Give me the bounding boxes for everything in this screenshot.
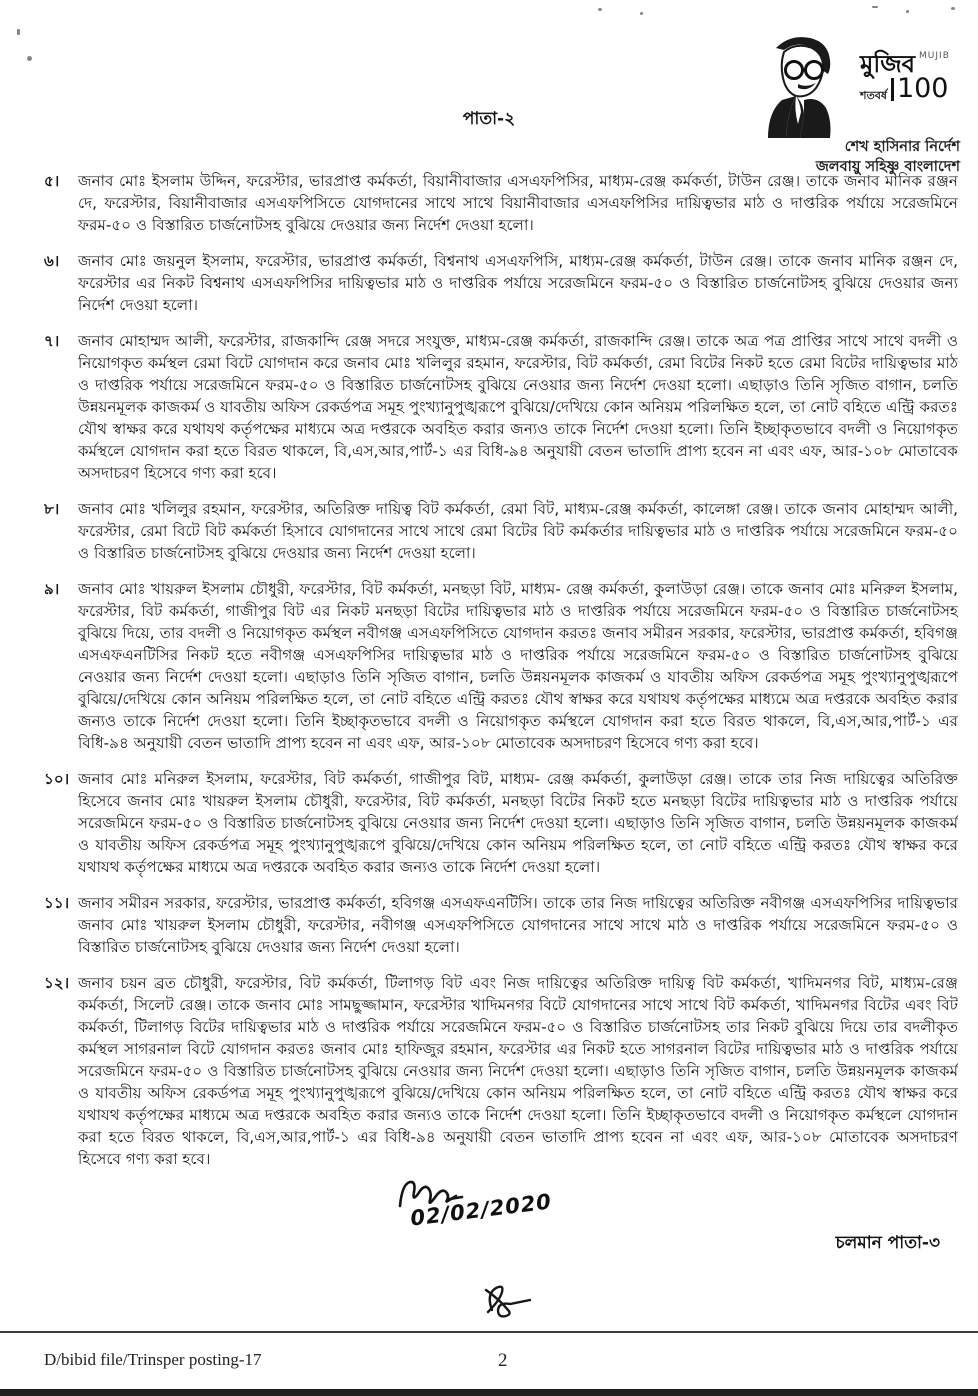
footer-file-reference: D/bibid file/Trinsper posting-17 [44, 1350, 262, 1369]
item-text: জনাব মোঃ ইসলাম উদ্দিন, ফরেস্টার, ভারপ্রাপ্ত কর্মকর্তা, বিয়ানীবাজার এসএফপিসির, মাধ্যম-রেঞ্জ কর্মকর্তা, টাউন রেঞ্জ। তাকে জনাব মানিক রঞ্জন দে, ফরেস্টার, বিয়ানীবাজার এসএফপিসিতে যোগদানের সাথে সাথে বিয়ানীবাজার এসএফপিসির দায়িত্বভার মাঠ ও দাপ্তরিক পর্যায়ে সরেজমিনে ফরম-৫০ ও বিস্তারিত চার্জনোটসহ বুঝিয়ে দেওয়ার জন্য নির্দেশ দেওয়া হলো। [78, 172, 958, 234]
item-text: জনাব চয়ন ব্রত চৌধুরী, ফরেস্টার, বিট কর্মকর্তা, টিলাগড় বিট এবং নিজ দায়িত্বের অতিরিক্ত দায়িত্ব বিট কর্মকর্তা, খাদিমনগর বিট, মাধ্যম-রেঞ্জ কর্মকর্তা, সিলেট রেঞ্জ। তাকে জনাব মোঃ সামছুজ্জামান, ফরেস্টার খাদিমনগর বিটে যোগদানের সাথে সাথে বিট কর্মকর্তা, খাদিমনগর বিটের এবং বিট কর্মকর্তা, টিলাগড় বিটের দায়িত্বভার মাঠ ও দাপ্তরিক পর্যায়ে সরেজমিনে ফরম-৫০ ও বিস্তারিত চার্জনোটসহ তার নিকট বুঝিয়ে দিয়ে তার বদলীকৃত কর্মস্থল সাগরনাল বিটে যোগদান করতঃ জনাব মোঃ হাফিজুর রহমান, ফরেস্টার এর নিকট হতে সাগরনাল বিটের দায়িত্বভার মাঠ ও দাপ্তরিক পর্যায়ে সরেজমিনে ফরম-৫০ ও বিস্তারিত চার্জনোটসহ বুঝিয়ে নেওয়ার জন্য নির্দেশ দেওয়া হলো। এছাড়াও তিনি সৃজিত বাগান, চলতি উন্নয়নমূলক কাজকর্ম ও যাবতীয় অফিস রেকর্ডপত্র সমূহ পুংখ্যানুপুঙ্খরূপে বুঝিয়ে/দেখিয়ে কোন অনিয়ম পরিলক্ষিত হলে, তা নোট বহিতে এন্ট্রি করতঃ যৌথ স্বাক্ষর করে যথাযথ কর্তৃপক্ষের মাধ্যমে অত্র দপ্তরকে অবহিত করার জন্যও তাকে নির্দেশ দেওয়া হলো। তিনি ইচ্ছাকৃতভাবে বদলী ও নিয়োগকৃত কর্মস্থলে যোগদান করা হতে বিরত থাকলে, বি,এস,আর,পার্ট-১ এর বিধি-৯৪ অনুযায়ী বেতন ভাতাদি প্রাপ্য হবেন না এবং এফ, আর-১০৮ মোতাবেক অসদাচরণ হিসেবে গণ্য করা হবে। [78, 974, 958, 1168]
order-item [44, 330, 958, 484]
item-text: জনাব মোঃ জয়নুল ইসলাম, ফরেস্টার, ভারপ্রাপ্ত কর্মকর্তা, বিশ্বনাথ এসএফপিসি, মাধ্যম-রেঞ্জ কর্মকর্তা, টাউন রেঞ্জ। তাকে জনাব মানিক রঞ্জন দে, ফরেস্টার এর নিকট বিশ্বনাথ এসএফপিসির দায়িত্বভার মাঠ ও দাপ্তরিক পর্যায়ে সরেজমিনে ফরম-৫০ ও বিস্তারিত চার্জনোটসহ বুঝিয়ে দেওয়ার জন্য নির্দেশ দেওয়া হলো। [78, 252, 958, 314]
order-item [44, 768, 958, 878]
order-item [44, 892, 958, 958]
tagline-line-2: জলবায়ু সহিষ্ণু বাংলাদেশ [815, 158, 960, 175]
scan-speck [906, 10, 909, 13]
order-items-list [44, 170, 958, 1178]
item-number: ১১। [44, 894, 70, 912]
initial-mark-icon [478, 1280, 536, 1322]
logo-brand-bn: মুজিব [860, 50, 916, 78]
item-number: ৫। [44, 172, 60, 190]
order-item [44, 170, 958, 236]
signature-block [392, 1172, 612, 1247]
item-number: ১২। [44, 974, 70, 992]
item-text: জনাব মোহাম্মদ আলী, ফরেস্টার, রাজকান্দি রেঞ্জ সদরে সংযুক্ত, মাধ্যম-রেঞ্জ কর্মকর্তা, রাজকান্দি রেঞ্জ। তাকে অত্র পত্র প্রাপ্তির সাথে সাথে বদলী ও নিয়োগকৃত কর্মস্থল রেমা বিটে যোগদান করে জনাব মোঃ খলিলুর রহমান, ফরেস্টার, বিট কর্মকর্তা, রেমা বিটের নিকট হতে রেমা বিটের দায়িত্বভার মাঠ ও দাপ্তরিক পর্যায়ে সরেজমিনে ফরম-৫০ ও বিস্তারিত চার্জনোটসহ বুঝিয়ে নেওয়ার জন্য নির্দেশ দেওয়া হলো। এছাড়াও তিনি সৃজিত বাগান, চলতি উন্নয়নমূলক কাজকর্ম ও যাবতীয় অফিস রেকর্ডপত্র সমূহ পুংখ্যানুপুঙ্খরূপে বুঝিয়ে/দেখিয়ে কোন অনিয়ম পরিলক্ষিত হলে, তা নোট বহিতে এন্ট্রি করতঃ যৌথ স্বাক্ষর করে যথাযথ কর্তৃপক্ষের মাধ্যমে অত্র দপ্তরকে অবহিত করার জন্যও তাকে নির্দেশ দেওয়া হলো। তিনি ইচ্ছাকৃতভাবে বদলী ও নিয়োগকৃত কর্মস্থলে যোগদান করা হতে বিরত থাকলে, বি,এস,আর,পার্ট-১ এর বিধি-৯৪ অনুযায়ী বেতন ভাতাদি প্রাপ্য হবেন না এবং এফ, আর-১০৮ মোতাবেক অসদাচরণ হিসেবে গণ্য করা হবে। [78, 332, 958, 482]
scan-bottom-edge [0, 1389, 978, 1396]
logo-number-100: 100 [891, 78, 949, 101]
continuation-label: চলমান পাতা-৩ [835, 1233, 940, 1253]
item-number: ৭। [44, 332, 60, 350]
order-item [44, 250, 958, 316]
scan-speck [17, 29, 20, 35]
scan-speck [951, 7, 955, 10]
order-item [44, 578, 958, 754]
footer-divider [0, 1331, 978, 1333]
order-item [44, 498, 958, 564]
item-text: জনাব মোঃ খায়রুল ইসলাম চৌধুরী, ফরেস্টার, বিট কর্মকর্তা, মনছড়া বিট, মাধ্যম- রেঞ্জ কর্মকর্তা, কুলাউড়া রেঞ্জ। তাকে জনাব মোঃ মনিরুল ইসলাম, ফরেস্টার, বিট কর্মকর্তা, গাজীপুর বিট এর নিকট মনছড়া বিটের দায়িত্বভার মাঠ ও দাপ্তরিক পর্যায়ে সরেজমিনে ফরম-৫০ ও বিস্তারিত চার্জনোটসহ বুঝিয়ে দিয়ে, তার বদলী ও নিয়োগকৃত কর্মস্থল নবীগঞ্জ এসএফপিসিতে যোগদান করতঃ জনাব সমীরন সরকার, ফরেস্টার, ভারপ্রাপ্ত কর্মকর্তা, হবিগঞ্জ এসএফএনটিসির নিকট হতে নবীগঞ্জ এসএফপিসির দায়িত্বভার মাঠ ও দাপ্তরিক পর্যায়ে সরেজমিনে ফরম-৫০ ও বিস্তারিত চার্জনোটসহ বুঝিয়ে নেওয়ার জন্য নির্দেশ দেওয়া হলো। এছাড়াও তিনি সৃজিত বাগান, চলতি উন্নয়নমূলক কাজকর্ম ও যাবতীয় অফিস রেকর্ডপত্র সমূহ পুংখ্যানুপুঙ্খরূপে বুঝিয়ে/দেখিয়ে কোন অনিয়ম পরিলক্ষিত হলে, তা নোট বহিতে এন্ট্রি করতঃ যৌথ স্বাক্ষর করে যথাযথ কর্তৃপক্ষের মাধ্যমে অত্র দপ্তরকে অবহিত করার জন্যও তাকে নির্দেশ দেওয়া হলো। তিনি ইচ্ছাকৃতভাবে বদলী ও নিয়োগকৃত কর্মস্থলে যোগদান করা হতে বিরত থাকলে, বি,এস,আর,পার্ট-১ এর বিধি-৯৪ অনুযায়ী বেতন ভাতাদি প্রাপ্য হবেন না এবং এফ, আর-১০৮ মোতাবেক অসদাচরণ হিসেবে গণ্য করা হবে। [78, 580, 958, 752]
scan-speck [872, 6, 878, 8]
logo-brand-en: MUJIB [919, 51, 950, 61]
item-text: জনাব মোঃ মনিরুল ইসলাম, ফরেস্টার, বিট কর্মকর্তা, গাজীপুর বিট, মাধ্যম- রেঞ্জ কর্মকর্তা, কুলাউড়া রেঞ্জ। তাকে তার নিজ দায়িত্বের অতিরিক্ত হিসেবে জনাব মোঃ খায়রুল ইসলাম চৌধুরী, ফরেস্টার, বিট কর্মকর্তা, মনছড়া বিটের নিকট হতে মনছড়া বিটের দায়িত্বভার মাঠ ও দাপ্তরিক পর্যায়ে সরেজমিনে ফরম-৫০ ও বিস্তারিত চার্জনোটসহ বুঝিয়ে নেওয়ার জন্য নির্দেশ দেওয়া হলো। এছাড়াও তিনি সৃজিত বাগান, চলতি উন্নয়নমূলক কাজকর্ম ও যাবতীয় অফিস রেকর্ডপত্র সমূহ পুংখ্যানুপুঙ্খরূপে বুঝিয়ে/দেখিয়ে কোন অনিয়ম পরিলক্ষিত হলে, তা নোট বহিতে এন্ট্রি করতঃ যৌথ স্বাক্ষর করে যথাযথ কর্তৃপক্ষের মাধ্যমে অত্র দপ্তরকে অবহিত করার জন্যও তাকে নির্দেশ দেওয়া হলো। [78, 770, 958, 876]
page-title: পাতা-২ [462, 109, 516, 129]
item-number: ১০। [44, 770, 70, 788]
mujib-logo-text [860, 50, 950, 104]
item-number: ৯। [44, 580, 60, 598]
tagline-line-1: শেখ হাসিনার নির্দেশ [844, 139, 960, 155]
footer-page-number: 2 [498, 1350, 508, 1371]
scan-speck [640, 12, 643, 15]
signature-date: 02/02/2020 [409, 1189, 554, 1231]
item-text: জনাব সমীরন সরকার, ফরেস্টার, ভারপ্রাপ্ত কর্মকর্তা, হবিগঞ্জ এসএফএনটিসি। তাকে তার নিজ দায়িত্বের অতিরিক্ত নবীগঞ্জ এসএফপিসির দায়িত্বভার জনাব মোঃ খায়রুল ইসলাম চৌধুরী, ফরেস্টার, নবীগঞ্জ এসএফপিসিতে যোগদানের সাথে সাথে মাঠ ও দাপ্তরিক পর্যায়ে সরেজমিনে ফরম-৫০ ও বিস্তারিত চার্জনোটসহ বুঝিয়ে দেওয়ার জন্য নির্দেশ দেওয়া হলো। [78, 894, 958, 956]
item-number: ৮। [44, 500, 60, 518]
logo-subtitle-bn: শতবর্ষ [860, 88, 887, 102]
item-number: ৬। [44, 252, 60, 270]
item-text: জনাব মোঃ খলিলুর রহমান, ফরেস্টার, অতিরিক্ত দায়িত্ব বিট কর্মকর্তা, রেমা বিট, মাধ্যম-রেঞ্জ কর্মকর্তা, কালেঙ্গা রেঞ্জ। তাকে জনাব মোহাম্মদ আলী, ফরেস্টার, রেমা বিটে বিট কর্মকর্তা হিসাবে যোগদানের সাথে সাথে রেমা বিটের বিট কর্মকর্তার দায়িত্বভার মাঠ ও দাপ্তরিক পর্যায়ে সরেজমিনে ফরম-৫০ ও বিস্তারিত চার্জনোটসহ বুঝিয়ে দেওয়ার জন্য নির্দেশ দেওয়া হলো। [78, 500, 958, 562]
scan-speck [598, 8, 602, 11]
scan-speck [27, 56, 32, 61]
order-item [44, 972, 958, 1170]
